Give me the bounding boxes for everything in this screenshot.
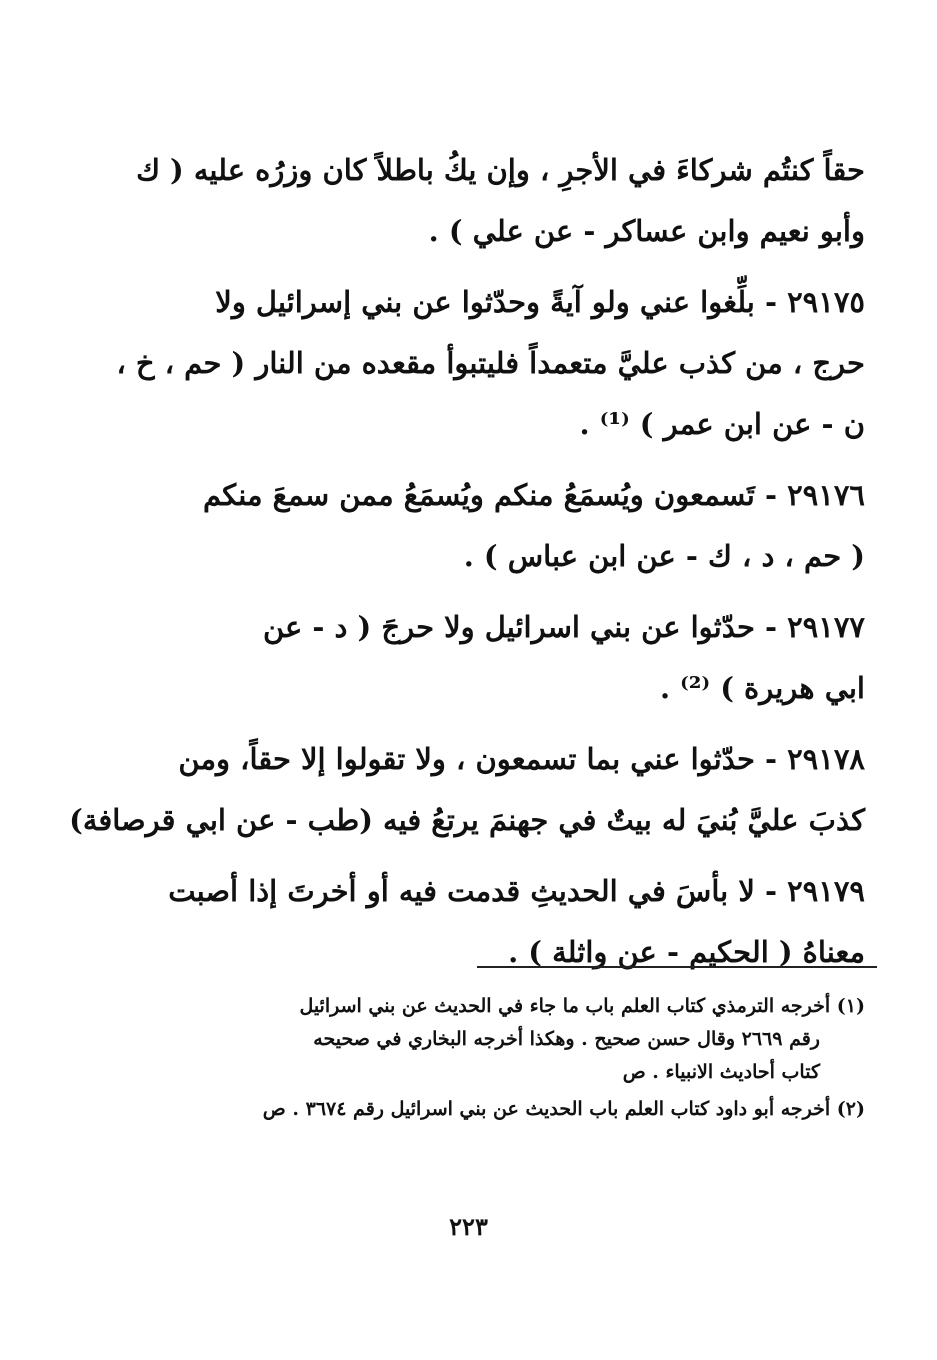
hadith-paragraph-29177	[160, 597, 865, 719]
text-line: ٢٩١٧٩ - لا بأسَ في الحديثِ قدمت فيه أو أخرتَ إذا أصبت	[168, 874, 865, 908]
footnote-line: كتاب أحاديث الانبياء . ص	[622, 1061, 820, 1083]
text-line: ن - عن ابن عمر ) ⁽¹⁾ .	[579, 407, 865, 441]
footnotes	[160, 990, 865, 1130]
hadith-paragraph-29179	[160, 861, 865, 983]
hadith-paragraph-29176	[160, 465, 865, 587]
text-line: ٢٩١٧٨ - حدّثوا عني بما تسمعون ، ولا تقولوا إلا حقاً، ومن	[178, 742, 865, 776]
text-line: حرج ، من كذب عليَّ متعمداً فليتبوأ مقعده من النار ( حم ، خ ،	[116, 346, 865, 380]
hadith-paragraph-1	[136, 140, 865, 262]
text-line: كذبَ عليَّ بُنيَ له بيتٌ في جهنمَ يرتعُ فيه (طب - عن ابي قرصافة)	[69, 803, 865, 837]
footnote-divider	[477, 966, 877, 968]
footnote-line: (١) أخرجه الترمذي كتاب العلم باب ما جاء في الحديث عن بني اسرائيل	[299, 995, 865, 1017]
hadith-paragraph-29175	[116, 272, 865, 455]
footnote-1	[160, 990, 865, 1089]
text-line: ٢٩١٧٦ - تَسمعون ويُسمَعُ منكم ويُسمَعُ ممن سمعَ منكم	[202, 478, 865, 512]
footnote-line: رقم ٢٦٦٩ وقال حسن صحيح . وهكذا أخرجه البخاري في صحيحه	[313, 1028, 820, 1050]
text-line: ٢٩١٧٥ - بلِّغوا عني ولو آيةً وحدّثوا عن بني إسرائيل ولا	[215, 285, 865, 319]
text-line: ( حم ، د ، ك - عن ابن عباس ) .	[463, 539, 865, 573]
text-line: حقاً كنتُم شركاءَ في الأجرِ ، وإن يكُ باطلاً كان وزرُه عليه ( ك	[136, 153, 865, 187]
footnote-line: (٢) أخرجه أبو داود كتاب العلم باب الحديث عن بني اسرائيل رقم ٣٦٧٤ . ص	[262, 1098, 865, 1120]
hadith-paragraph-29178	[69, 729, 865, 851]
main-text	[69, 140, 865, 993]
text-line: معناهُ ( الحكيم - عن واثلة ) .	[508, 935, 865, 969]
page-number: ٢٢٣	[449, 1212, 488, 1241]
text-line: وأبو نعيم وابن عساكر - عن علي ) .	[428, 214, 865, 248]
text-line: ٢٩١٧٧ - حدّثوا عن بني اسرائيل ولا حرجَ ( د - عن	[262, 610, 865, 644]
footnote-2	[160, 1093, 865, 1126]
text-line: ابي هريرة ) ⁽²⁾ .	[659, 671, 865, 705]
